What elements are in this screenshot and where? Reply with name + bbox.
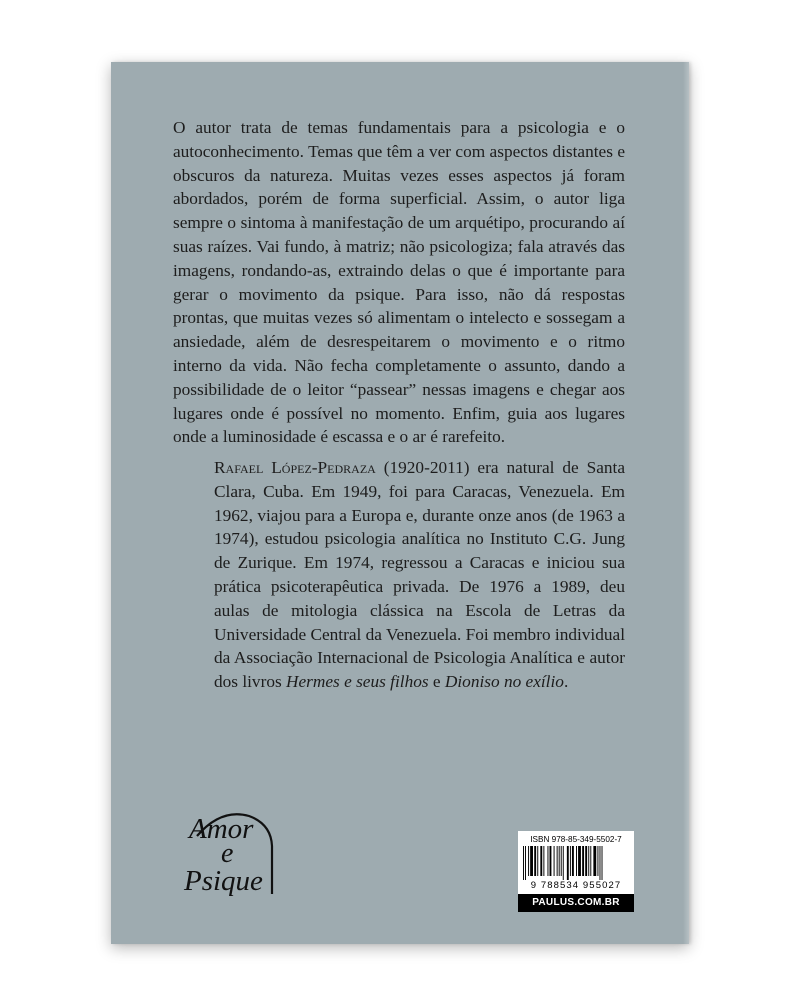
author-name: Rafael López-Pedraza (214, 458, 376, 477)
barcode-bar (523, 846, 524, 880)
barcode-bar (597, 846, 598, 876)
barcode-bar (582, 846, 584, 876)
barcode-bar (590, 846, 591, 876)
book-back-cover (111, 62, 689, 944)
barcode-bar (554, 846, 555, 876)
barcode-bar (537, 846, 538, 876)
barcode-bar (547, 846, 548, 876)
barcode-bar (576, 846, 577, 876)
isbn-label: ISBN 978-85-349-5502-7 (530, 835, 622, 844)
barcode-bar (530, 846, 533, 876)
barcode-bar (572, 846, 574, 876)
barcode-bar (593, 846, 596, 876)
barcode-bar (563, 846, 564, 880)
amor-e-psique-logo (177, 802, 287, 912)
barcode-bars (521, 846, 631, 880)
barcode-bar (528, 846, 529, 876)
logo-word-amor: Amor (189, 813, 254, 845)
author-bio (214, 456, 625, 694)
barcode-bar (534, 846, 536, 876)
logo-word-psique: Psique (184, 865, 263, 897)
barcode-bar (578, 846, 581, 876)
barcode-bar (570, 846, 571, 876)
barcode-bar (585, 846, 587, 876)
barcode-bar (567, 846, 569, 880)
book-title-hermes: Hermes e seus filhos (286, 672, 429, 692)
synopsis-text: O autor trata de temas fundamentais para a psicologia e o autoconhecimento. Temas que têm a ver com aspectos distantes e obscuros da natureza. Muitas vezes esses aspectos já foram abordados, porém de forma superficial. Assim, o autor liga sempre o sintoma à manifestação de um arquétipo, procurando aí suas raízes. Vai fundo, à matriz; não psicologiza; fala através das imagens, rondando-as, extraindo delas o que é importante para gerar o movimento da psique. Para isso, não dá respostas prontas, que muitas vezes só alimentam o intelecto e sossegam a ansiedade, além de desrespeitarem o movimento e o ritmo interno da vida. Não fecha completamente o assunto, dando a possibilidade de o leitor “passear” nessas imagens e chegar aos lugares onde é possível no momento. Enfim, guia aos lugares onde a luminosidade é escassa e o ar é rarefeito. (173, 118, 625, 447)
logo-word-e: e (221, 838, 234, 869)
bio-conjunction: e (428, 672, 445, 692)
barcode-bar (559, 846, 560, 876)
barcode-bar (588, 846, 589, 876)
barcode-label (518, 831, 634, 912)
barcode-bar (561, 846, 562, 876)
barcode-bar (557, 846, 558, 876)
barcode-bar (540, 846, 542, 876)
barcode-digits: 9 788534 955027 (530, 880, 622, 891)
bio-text: (1920-2011) era natural de Santa Clara, Cuba. Em 1949, foi para Caracas, Venezuela. Em 1962, viajou para a Europa e, durante onze anos (de 1963 a 1974), estudou psicologia analítica no Instituto C.G. Jung de Zurique. Em 1974, regressou a Caracas e iniciou sua prática psicoterapêutica privada. De 1976 a 1989, deu aulas de mitologia clássica na Escola de Letras da Universidade Central da Venezuela. Foi membro individual da Associação Internacional de Psicologia Analítica e autor dos livros (214, 458, 625, 692)
publisher-website: PAULUS.COM.BR (518, 894, 634, 912)
barcode-bar (550, 846, 552, 876)
bio-period: . (563, 672, 569, 692)
book-title-dioniso: Dioniso no exílio (444, 672, 564, 692)
barcode-bar (543, 846, 544, 876)
barcode-bar (525, 846, 526, 880)
barcode-bar (600, 846, 601, 880)
barcode-bar (602, 846, 603, 880)
